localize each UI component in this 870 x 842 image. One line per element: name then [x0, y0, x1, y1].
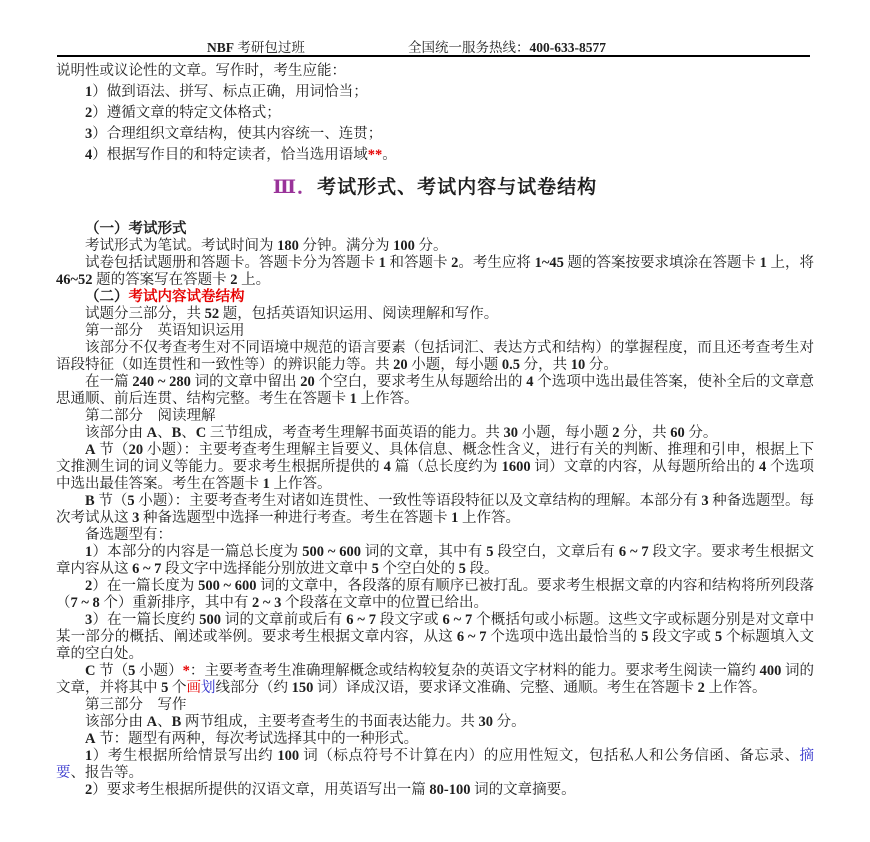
brand-abbr: NBF: [207, 40, 234, 55]
writing-requirement-4: 4）根据写作目的和特定读者，恰当选用语域**。: [85, 147, 397, 163]
title-numeral: Ⅲ．: [272, 177, 318, 198]
part-one-heading: 第一部分 英语知识运用: [85, 323, 245, 339]
writing-task-2: 2）要求考生根据所提供的汉语文章，用英语写出一篇 80-100 词的文章摘要。: [85, 782, 576, 798]
writing-requirement-3: 3）合理组织文章结构，使其内容统一、连贯；: [85, 126, 383, 142]
alt-type-2: 2）在一篇长度为 500 ~ 600 词的文章中，各段落的原有顺序已被打乱。要求考生根据文章的内容和结构将所列段落（7 ~ 8 个）重新排序，其中有 2 ~ 3 个段落在文章中的位置已给出。: [56, 578, 815, 611]
part-one-task: 在一篇 240 ~ 280 词的文章中留出 20 个空白，要求考生从每题给出的 4 个选项中选出最佳答案，使补全后的文章意思通顺、前后连贯、结构完整。考生在答题卡 1 上作答。: [56, 374, 815, 407]
part-three-heading: 第三部分 写作: [85, 697, 187, 713]
alt-type-3: 3）在一篇长度约 500 词的文章前或后有 6 ~ 7 段文字或 6 ~ 7 个概括句或小标题。这些文字或标题分别是对文章中某一部分的概括、阐述或举例。要求考生根据文章内容，从这 6 ~ 7 个选项中选出最恰当的 5 段文字或 5 个标题填入文章的空白处。: [56, 612, 815, 662]
exam-form-text: 考试形式为笔试。考试时间为 180 分钟。满分为 100 分。: [85, 238, 448, 254]
hotline-label: 全国统一服务热线：: [408, 40, 530, 55]
hotline: [408, 36, 606, 56]
part-one-desc: 该部分不仅考查考生对不同语境中规范的语言要素（包括词汇、表达方式和结构）的掌握程度，而且还考查考生对语段特征（如连贯性和一致性等）的辨识能力等。共 20 小题，每小题 0.5 分，共 10 分。: [56, 340, 814, 373]
writing-task-1: 1）考生根据所给情景写出约 100 词（标点符号不计算在内）的应用性短文，包括私人和公务信函、备忘录、摘要、报告等。: [56, 748, 815, 781]
brand-text: [207, 36, 305, 56]
writing-requirement-1: 1）做到语法、拼写、标点正确，用词恰当；: [85, 84, 368, 100]
hotline-number: 400-633-8577: [529, 40, 606, 55]
main-body: [56, 221, 814, 799]
section-two-heading: （二）考试内容试卷结构: [85, 289, 245, 305]
answer-sheet-text: 试卷包括试题册和答题卡。答题卡分为答题卡 1 和答题卡 2。考生应将 1~45 题的答案按要求填涂在答题卡 1 上，将 46~52 题的答案写在答题卡 2 上。: [56, 255, 815, 288]
continuation-text: 说明性或议论性的文章。写作时，考生应能：: [56, 63, 346, 79]
page-header: [0, 0, 870, 57]
part-two-heading: 第二部分 阅读理解: [85, 408, 216, 424]
section-c-reading-desc: C 节（5 小题）*：主要考查考生准确理解概念或结构较复杂的英语文字材料的能力。要求考生阅读一篇约 400 词的文章，并将其中 5 个画划线部分（约 150 词）译成汉语，要求译文准确、完整、通顺。考生在答题卡 2 上作答。: [56, 663, 814, 696]
writing-requirement-2: 2）遵循文章的特定文体格式；: [85, 105, 281, 121]
brand-name: 考研包过班: [234, 40, 305, 55]
part-three-overview: 该部分由 A、B 两节组成，主要考查考生的书面表达能力。共 30 分。: [85, 714, 526, 730]
structure-overview: 试题分三部分，共 52 题，包括英语知识运用、阅读理解和写作。: [85, 306, 499, 322]
alt-types-intro: 备选题型有：: [85, 527, 172, 543]
intro-section: [56, 57, 814, 166]
section-a-writing-desc: A 节：题型有两种，每次考试选择其中的一种形式。: [85, 731, 419, 747]
section-one-heading: （一）考试形式: [85, 221, 187, 237]
title-text: 考试形式、考试内容与试卷结构: [317, 177, 598, 198]
header-divider: [57, 55, 810, 57]
page-title: [0, 172, 870, 199]
section-a-reading-desc: A 节（20 小题）：主要考查考生理解主旨要义、具体信息、概念性含义，进行有关的判断、推理和引申，根据上下文推测生词的词义等能力。要求考生根据所提供的 4 篇（总长度约为 1600 词）文章的内容，从每题所给出的 4 个选项中选出最佳答案。考生在答题卡 1 上作答。: [56, 442, 815, 492]
part-two-overview: 该部分由 A、B、C 三节组成，考查考生理解书面英语的能力。共 30 小题，每小题 2 分，共 60 分。: [85, 425, 718, 441]
section-b-reading-desc: B 节（5 小题）：主要考查考生对诸如连贯性、一致性等语段特征以及文章结构的理解。本部分有 3 种备选题型。每次考试从这 3 种备选题型中选择一种进行考查。考生在答题卡 1 上作答。: [56, 493, 814, 526]
alt-type-1: 1）本部分的内容是一篇总长度为 500 ~ 600 词的文章，其中有 5 段空白，文章后有 6 ~ 7 段文字。要求考生根据文章内容从这 6 ~ 7 段文字中选择能分别放进文章中 5 个空白处的 5 段。: [56, 544, 815, 577]
